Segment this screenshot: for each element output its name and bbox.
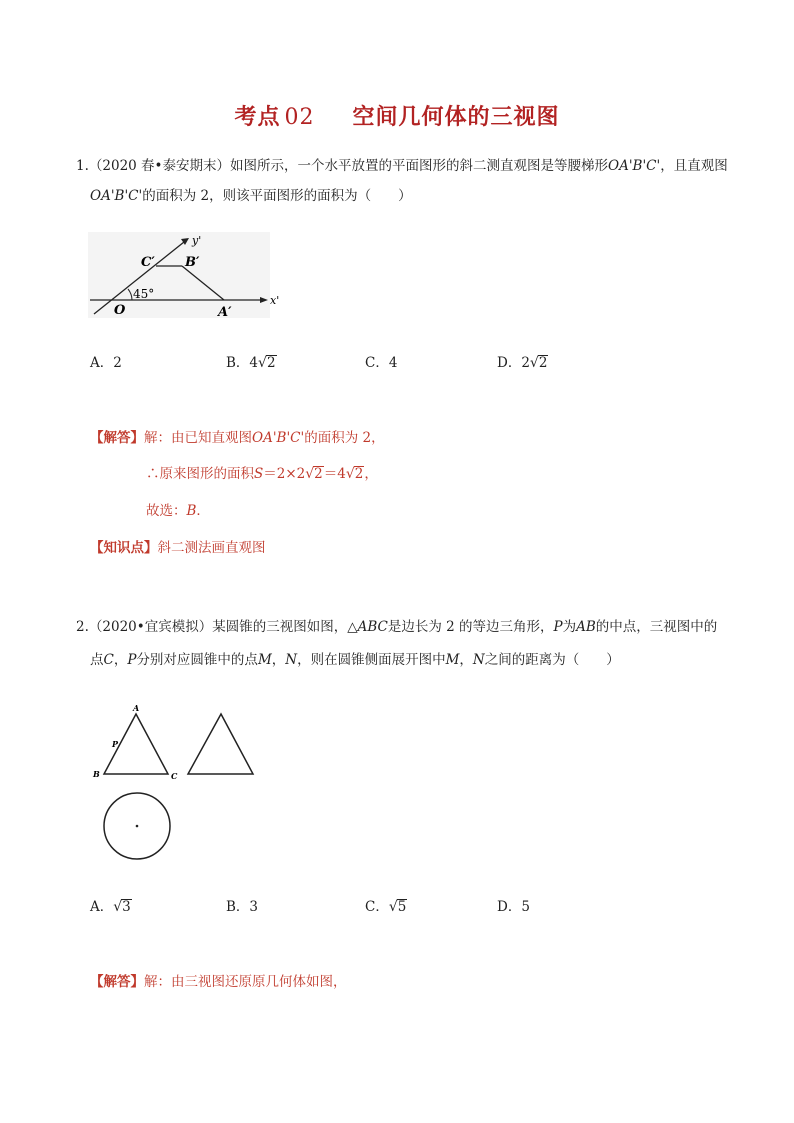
- q2-line1: [76, 617, 717, 637]
- q1-answer-choice-prefix: 故选：: [146, 503, 187, 519]
- q1-option-a[interactable]: [90, 351, 122, 371]
- q1-option-c-value: 4: [388, 355, 398, 371]
- q2-number: 2.: [76, 619, 89, 635]
- q1-number: 1.: [76, 158, 89, 174]
- q2-answer-text: 解：由三视图还原原几何体如图，: [144, 974, 347, 990]
- q2-text-2g: 之间的距离为（ ）: [484, 652, 620, 668]
- title-prefix: 考点: [234, 104, 281, 130]
- q1-answer-s: S: [254, 466, 264, 482]
- q2-n2: N: [472, 652, 485, 668]
- q2-text-b: 是边长为 2 的等边三角形，: [387, 619, 554, 635]
- q1-answer-intro: 解：由已知直观图: [144, 430, 252, 446]
- q1-answer-line2: [146, 464, 378, 484]
- label-x: x': [270, 294, 280, 307]
- q1-answer-rad2: 2: [354, 466, 364, 482]
- label-b: B: [93, 769, 100, 779]
- knowledge-tag: 【知识点】: [90, 540, 158, 556]
- q2-m2: M: [445, 652, 460, 668]
- q1-text-2: 的面积为 2，则该平面图形的面积为（ ）: [142, 188, 412, 204]
- sqrt-icon: √: [529, 355, 539, 371]
- q2-option-c-radicand: 5: [397, 899, 407, 915]
- side-view-triangle: [188, 714, 253, 774]
- q2-text-2c: 分别对应圆锥中的点: [136, 652, 258, 668]
- label-a: A: [133, 703, 140, 713]
- sqrt-icon: √: [113, 899, 123, 915]
- title-topic: 空间几何体的三视图: [352, 104, 560, 130]
- q2-text-2e: ，则在圆锥侧面展开图中: [297, 652, 446, 668]
- q1-text-1-end: ，且直观图: [660, 158, 728, 174]
- q2-option-b-letter: B．: [226, 899, 250, 915]
- q2-option-a-letter: A．: [90, 899, 114, 915]
- q2-text-2f: ，: [459, 652, 473, 668]
- q1-answer-var: OA'B'C': [252, 430, 305, 446]
- q2-option-b-value: 3: [249, 899, 259, 915]
- q1-answer-choice-end: ．: [196, 503, 210, 519]
- q1-answer-step2-prefix: ∴原来图形的面积: [146, 466, 254, 482]
- label-c: C: [171, 771, 178, 781]
- page-title: [0, 100, 794, 131]
- q2-option-b[interactable]: [226, 895, 258, 915]
- q2-text-c: 为: [562, 619, 577, 635]
- q1-answer-eq2: ＝4: [323, 466, 346, 482]
- label-y: y': [192, 234, 202, 247]
- q2-m: M: [257, 652, 272, 668]
- q1-option-c-letter: C．: [365, 355, 389, 371]
- q2-option-a[interactable]: [90, 895, 132, 915]
- label-a: A′: [218, 305, 232, 320]
- q2-option-d-value: 5: [521, 899, 530, 915]
- q1-option-a-value: 2: [113, 355, 122, 371]
- q1-option-d-radicand: 2: [538, 355, 548, 371]
- q2-abc: ABC: [357, 619, 388, 635]
- q1-var-1: OA'B'C': [608, 158, 661, 174]
- q2-source: （2020•宜宾模拟）: [88, 619, 213, 635]
- answer-tag: 【解答】: [90, 974, 144, 990]
- q2-line2: [90, 650, 620, 670]
- label-c: C′: [141, 255, 155, 270]
- sqrt-icon: √: [345, 466, 355, 482]
- q2-option-c[interactable]: [365, 895, 407, 915]
- q2-n: N: [285, 652, 298, 668]
- q2-p: P: [553, 619, 563, 635]
- q2-text-a: 某圆锥的三视图如图，△: [212, 619, 358, 635]
- q1-knowledge-text: 斜二测法画直观图: [157, 540, 266, 556]
- q1-answer-rad1: 2: [314, 466, 323, 482]
- q2-ab: AB: [576, 619, 596, 635]
- sqrt-icon: √: [305, 466, 315, 482]
- q1-answer-step2-end: ，: [364, 466, 378, 482]
- q2-option-a-radicand: 3: [122, 899, 131, 915]
- q2-option-d[interactable]: [497, 895, 530, 915]
- q1-line1: [76, 156, 728, 176]
- q2-option-d-letter: D．: [497, 899, 522, 915]
- top-view-center-dot: [136, 825, 139, 828]
- q1-answer-line3: [146, 501, 210, 521]
- q1-option-c[interactable]: [365, 351, 397, 371]
- q1-option-b-radicand: 2: [266, 355, 276, 371]
- q1-option-d-letter: D．: [497, 355, 522, 371]
- q1-knowledge: [90, 538, 266, 558]
- q1-answer-choice: B: [186, 503, 197, 519]
- label-o: O: [114, 303, 126, 318]
- title-number: 02: [284, 105, 315, 130]
- q1-option-b-letter: B．: [226, 355, 250, 371]
- q1-option-b[interactable]: [226, 351, 277, 371]
- sqrt-icon: √: [258, 355, 267, 371]
- q2-text-2b: ，: [113, 652, 128, 668]
- q1-option-d-coef: 2: [521, 355, 530, 371]
- q1-text-1: 如图所示，一个水平放置的平面图形的斜二测直观图是等腰梯形: [230, 158, 609, 174]
- q2-text-d: 的中点，三视图中的: [595, 619, 718, 635]
- q1-figure: [88, 228, 278, 324]
- q1-answer-line1: [90, 428, 385, 448]
- answer-tag: 【解答】: [90, 430, 144, 446]
- q1-answer-intro-end: 的面积为 2，: [304, 430, 385, 446]
- q2-p2: P: [127, 652, 137, 668]
- q1-option-a-letter: A．: [90, 355, 114, 371]
- q2-c: C: [103, 652, 114, 668]
- q2-text-2a: 点: [90, 652, 104, 668]
- q2-text-2d: ，: [271, 652, 286, 668]
- q2-figure: [88, 700, 268, 870]
- q1-var-2: OA'B'C': [90, 188, 143, 204]
- q2-option-c-letter: C．: [365, 899, 389, 915]
- q1-source: （2020 春•泰安期末）: [88, 158, 231, 174]
- q1-answer-eq: ＝2×2: [263, 466, 306, 482]
- q1-line2: [90, 186, 412, 206]
- q1-option-d[interactable]: [497, 351, 548, 371]
- label-b: B′: [185, 255, 200, 270]
- q1-option-b-coef: 4: [249, 355, 259, 371]
- sqrt-icon: √: [388, 899, 398, 915]
- label-angle: 45°: [133, 287, 155, 301]
- label-p: P: [112, 739, 119, 749]
- q2-answer-line1: [90, 972, 347, 992]
